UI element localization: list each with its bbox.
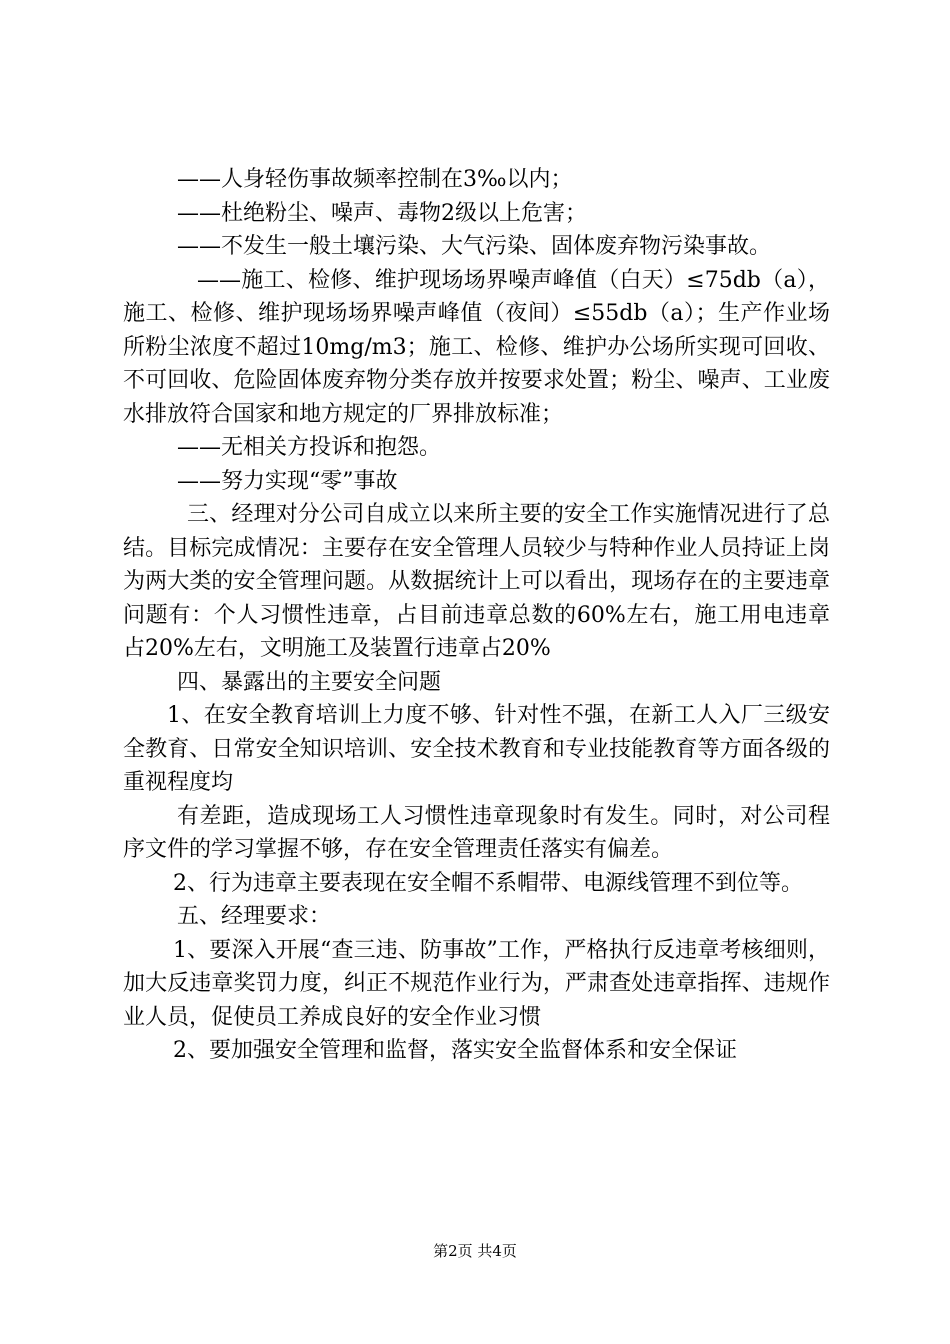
section-heading-five: 五、经理要求： bbox=[177, 904, 332, 929]
paragraph-section-three: 三、经理对分公司自成立以来所主要的安全工作实施情况进行了总结。目标完成情况：主要存在安全管理人员较少与特种作业人员持证上岗为两大类的安全管理问题。从数据统计上可以看出，现场存在的主要违章问题有：个人习惯性违章，占目前违章总数的60%左右，施工用电违章占20%左右，文明施工及装置行违章占20% bbox=[123, 502, 830, 661]
paragraph-item-four-1: 1、在安全教育培训上力度不够、针对性不强，在新工人入厂三级安全教育、日常安全知识培训、安全技术教育和专业技能教育等方面各级的重视程度均 bbox=[123, 703, 830, 795]
paragraph-item-four-2: 2、行为违章主要表现在安全帽不系帽带、电源线管理不到位等。 bbox=[173, 870, 803, 896]
paragraph-item-five-2: 2、要加强安全管理和监督，落实安全监督体系和安全保证 bbox=[173, 1038, 737, 1063]
page-footer: 第2页 共4页 bbox=[433, 1242, 517, 1260]
paragraph-no-complaints: ——无相关方投诉和抱怨。 bbox=[177, 435, 442, 460]
document-body bbox=[123, 163, 830, 1068]
paragraph-item-four-1-continued: 有差距，造成现场工人习惯性违章现象时有发生。同时，对公司程序文件的学习掌握不够，存在安全管理责任落实有偏差。 bbox=[123, 803, 830, 862]
section-heading-four: 四、暴露出的主要安全问题 bbox=[177, 669, 442, 695]
paragraph-hazard-level: ——杜绝粉尘、噪声、毒物2级以上危害； bbox=[177, 200, 587, 226]
paragraph-pollution: ——不发生一般土壤污染、大气污染、固体废弃物污染事故。 bbox=[177, 234, 772, 259]
paragraph-item-five-1: 1、要深入开展“查三违、防事故”工作，严格执行反违章考核细则，加大反违章奖罚力度，纠正不规范作业行为，严肃查处违章指挥、违规作业人员，促使员工养成良好的安全作业习惯 bbox=[123, 937, 830, 1030]
paragraph-zero-accidents: ——努力实现“零”事故 bbox=[177, 468, 398, 494]
paragraph-injury-rate: ——人身轻伤事故频率控制在3‰以内； bbox=[177, 167, 573, 192]
paragraph-noise-dust-standards: ——施工、检修、维护现场场界噪声峰值（白天）≤75db（a），施工、检修、维护现场场界噪声峰值（夜间）≤55db（a）；生产作业场所粉尘浓度不超过10mg/m3；施工、检修、维护办公场所实现可回收、不可回收、危险固体废弃物分类存放并按要求处置；粉尘、噪声、工业废水排放符合国家和地方规定的厂界排放标准； bbox=[123, 267, 830, 427]
